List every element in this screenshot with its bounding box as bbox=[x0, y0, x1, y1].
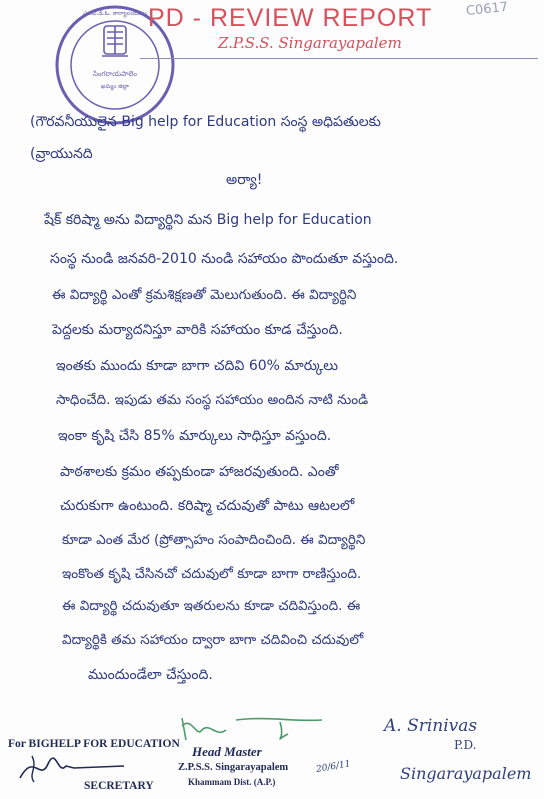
report-title: PD - REVIEW REPORT bbox=[148, 4, 433, 32]
body-line: కూడా ఎంత మేర (ప్రోత్సాహం సంపాదించింది. ఈ విద్యార్థిని bbox=[62, 532, 366, 548]
body-line: ముందుండేలా చేస్తుంది. bbox=[88, 667, 213, 683]
salutation-line: (వ్రాయునది bbox=[30, 146, 93, 162]
body-line: విద్యార్థికి తమ సహాయం ద్వారా బాగా చదివించి చదువులో bbox=[62, 632, 364, 648]
body-line: ఇంతకు ముందు కూడా బాగా చదివి 60% మార్కులు bbox=[56, 358, 338, 374]
body-line: ఈ విద్యార్థి ఎంతో క్రమశిక్షణతో మెలుగుతుంది. ఈ విద్యార్థిని bbox=[52, 287, 357, 303]
district-label: Khammam Dist. (A.P.) bbox=[188, 777, 276, 787]
seal-top-text: ఎం.పి.డి.ఓ. కార్యాలయము bbox=[83, 10, 147, 17]
body-line: ఇంకొంత కృషి చేసినచో చదువులో కూడా బాగా రాణిస్తుంది. bbox=[62, 566, 362, 582]
org-stamp-label: For BIGHELP FOR EDUCATION bbox=[8, 738, 180, 750]
salutation-line: (గౌరవనీయులైన Big help for Education సంస్థ అధిపతులకు bbox=[30, 114, 381, 130]
school-name-label: Z.P.S.S. Singarayapalem bbox=[178, 762, 289, 773]
seal-bottom-text: ఖమ్మం జిల్లా bbox=[101, 83, 129, 90]
document-code: C0617 bbox=[465, 0, 509, 20]
body-line: ఈ విద్యార్థి చదువుతూ ఇతరులను కూడా చదివిస్తుంది. ఈ bbox=[62, 598, 361, 614]
body-line: చురుకుగా ఉంటుంది. కరిష్మా చదువుతో పాటు ఆటలలో bbox=[60, 498, 355, 514]
head-master-signature bbox=[176, 712, 326, 746]
pd-role: P.D. bbox=[454, 738, 477, 752]
body-line: పెద్దలకు మర్యాదనిస్తూ వారికి సహాయం కూడ చేస్తుంది. bbox=[52, 322, 343, 338]
head-master-label: Head Master bbox=[192, 744, 262, 759]
emblem-icon bbox=[102, 26, 128, 56]
body-line: పాఠశాలకు క్రమం తప్పకుండా హాజరవుతుంది. ఎంతో bbox=[60, 464, 339, 480]
seal-mid-text: సింగరాయపాలెం bbox=[93, 70, 137, 78]
header-divider bbox=[140, 58, 538, 59]
body-line: సంస్థ నుండి జనవరి-2010 నుండి సహాయం పొందుతూ వస్తుంది. bbox=[50, 251, 399, 267]
greeting: అర్యా! bbox=[226, 172, 263, 188]
pd-name: A. Srinivas bbox=[384, 716, 478, 736]
body-line: సాధించేది. ఇపుడు తమ సంస్థ సహాయం అందిన నాటి నుండి bbox=[56, 392, 369, 408]
sign-date: 20/6/11 bbox=[315, 759, 352, 775]
body-line: షేక్ కరిష్మా అను విద్యార్థిని మన Big help for Education bbox=[44, 212, 372, 228]
pd-place: Singarayapalem bbox=[400, 764, 532, 783]
secretary-label: SECRETARY bbox=[84, 780, 154, 792]
report-subtitle: Z.P.S.S. Singarayapalem bbox=[218, 34, 402, 52]
body-line: ఇంకా కృషి చేసి 85% మార్కులు సాధిస్తూ వస్తుంది. bbox=[58, 428, 332, 444]
